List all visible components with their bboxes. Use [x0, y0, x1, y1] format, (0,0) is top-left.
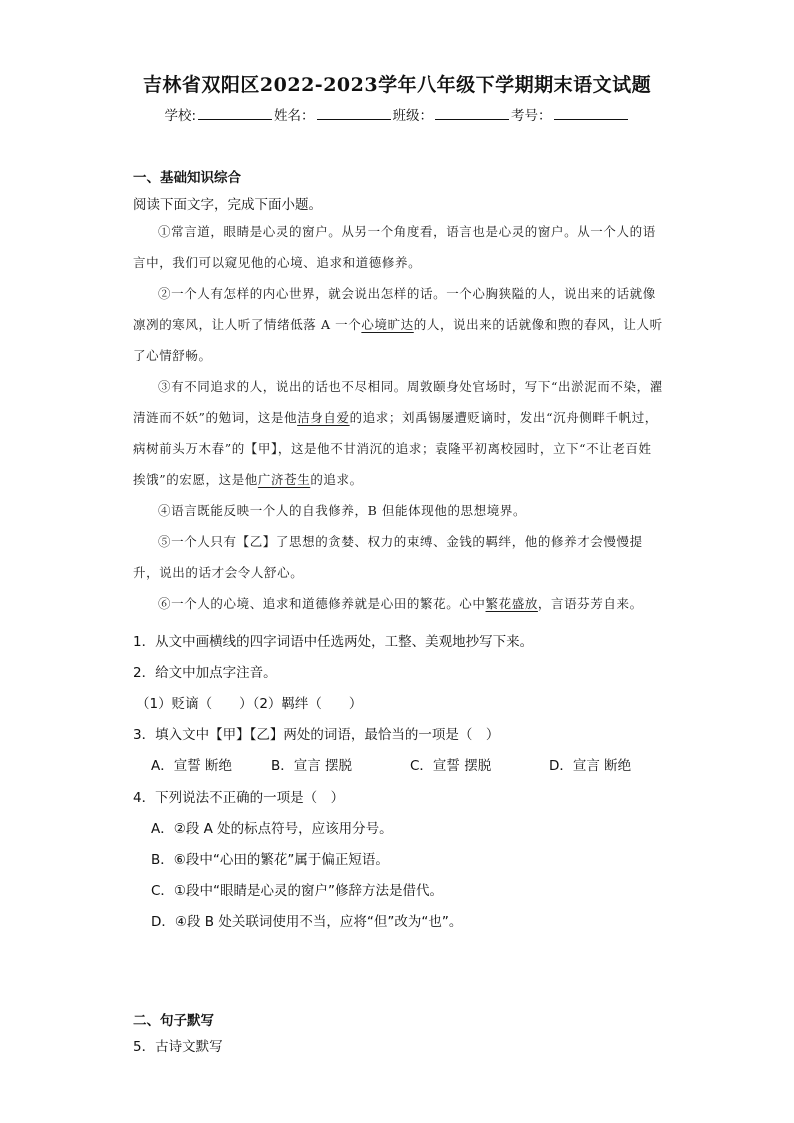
number-label: 考号：	[511, 108, 552, 124]
q3-option-d[interactable]: D．宣言 断绝	[549, 758, 632, 774]
q3-option-a[interactable]: A．宣誓 断绝	[151, 758, 233, 774]
passage-paragraph-5: ⑤一个人只有【乙】了思想的贪婪、权力的束缚、金钱的羁绊，他的修养才会慢慢提升，说出的话才会令人舒心。	[133, 534, 643, 580]
q3-option-c[interactable]: C．宣誓 摆脱	[410, 758, 492, 774]
question-1: 1．从文中画横线的四字词语中任选两处，工整、美观地抄写下来。	[133, 634, 534, 650]
question-3: 3．填入文中【甲】【乙】两处的词语，最恰当的一项是（ ）	[133, 727, 500, 743]
q3-option-b[interactable]: B．宣言 摆脱	[271, 758, 353, 774]
underlined-phrase: 广济苍生	[257, 472, 311, 487]
number-blank[interactable]	[554, 107, 628, 120]
question-2-items: （1）贬谪（ ）（2）羁绊（ ）	[136, 696, 363, 712]
section1-intro: 阅读下面文字，完成下面小题。	[133, 197, 322, 213]
passage-paragraph-1: ①常言道，眼睛是心灵的窗户。从另一个角度看，语言也是心灵的窗户。从一个人的语言中，我们可以窥见他的心境、追求和道德修养。	[133, 224, 656, 270]
student-info-line	[0, 104, 794, 124]
name-blank[interactable]	[317, 107, 391, 120]
passage-paragraph-2: ②一个人有怎样的内心世界，就会说出怎样的话。一个心胸狭隘的人，说出来的话就像凛冽的寒风，让人听了情绪低落 A 一个心境旷达的人，说出来的话就像和煦的春风，让人听了心情舒畅。	[133, 286, 663, 363]
reading-passage	[133, 216, 663, 619]
q4-option-b[interactable]: B．⑥段中“心田的繁花”属于偏正短语。	[151, 852, 389, 868]
school-blank[interactable]	[198, 107, 272, 120]
section1-heading: 一、基础知识综合	[133, 170, 241, 186]
passage-paragraph-3: ③有不同追求的人，说出的话也不尽相同。周敦颐身处官场时，写下“出淤泥而不染，濯清涟而不妖”的勉词，这是他洁身自爱的追求；刘禹锡屡遭贬谪时，发出“沉舟侧畔千帆过，病树前头万木春”的【甲】，这是他不甘消沉的追求；袁隆平初离校园时，立下“不让老百姓挨饿”的宏愿，这是他广济苍生的追求。	[133, 379, 663, 487]
passage-paragraph-6: ⑥一个人的心境、追求和道德修养就是心田的繁花。心中繁花盛放，言语芬芳自来。	[158, 596, 643, 611]
class-blank[interactable]	[435, 107, 509, 120]
underlined-phrase: 繁花盛放	[485, 596, 538, 611]
passage-paragraph-4: ④语言既能反映一个人的自我修养，B 但能体现他的思想境界。	[158, 503, 527, 518]
q4-option-a[interactable]: A．②段 A 处的标点符号，应该用分号。	[151, 821, 393, 837]
underlined-phrase: 洁身自爱	[297, 410, 350, 425]
q4-option-c[interactable]: C．①段中“眼睛是心灵的窗户”修辞方法是借代。	[151, 883, 444, 899]
question-4: 4．下列说法不正确的一项是（ ）	[133, 790, 345, 806]
q4-option-d[interactable]: D．④段 B 处关联词使用不当，应将“但”改为“也”。	[151, 914, 463, 930]
section2-heading: 二、句子默写	[133, 1013, 214, 1029]
question-2: 2．给文中加点字注音。	[133, 665, 277, 681]
underlined-phrase: 心境旷达	[361, 317, 414, 332]
name-label: 姓名：	[274, 108, 315, 124]
school-label: 学校:	[164, 108, 197, 124]
class-label: 班级：	[392, 108, 434, 124]
page-title: 吉林省双阳区2022-2023学年八年级下学期期末语文试题	[142, 74, 652, 96]
question-5: 5．古诗文默写	[133, 1039, 223, 1055]
